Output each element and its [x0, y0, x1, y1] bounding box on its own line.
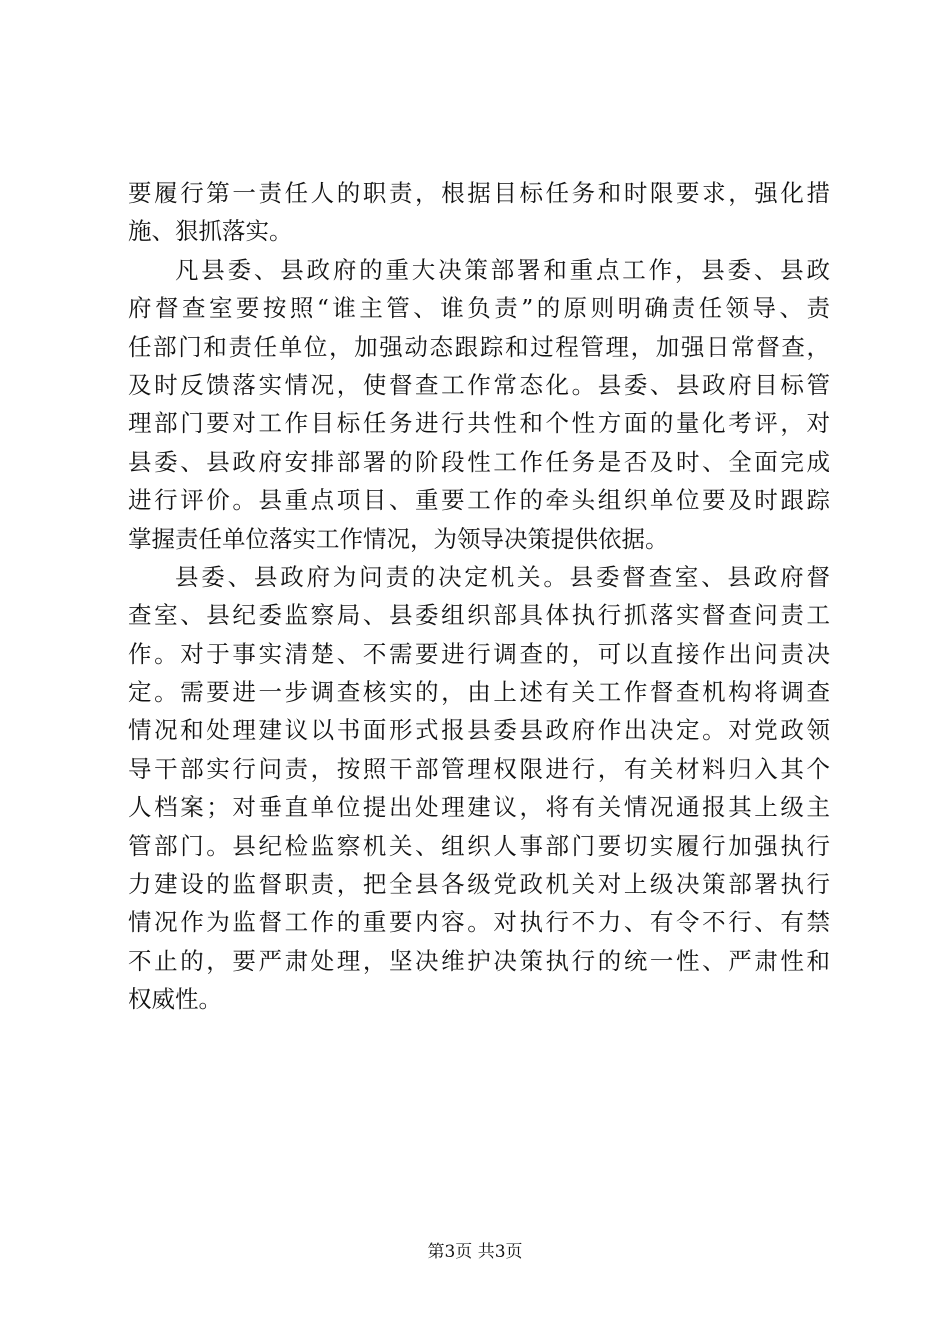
text-line: 任部门和责任单位，加强动态跟踪和过程管理，加强日常督查，	[128, 332, 830, 361]
text-line: 要履行第一责任人的职责，根据目标任务和时限要求，强化措	[128, 179, 830, 207]
text-line: 情况和处理建议以书面形式报县委县政府作出决定。对党政领	[128, 716, 830, 745]
text-line: 掌握责任单位落实工作情况，为领导决策提供依据。	[128, 524, 669, 553]
text-line: 作。对于事实清楚、不需要进行调查的，可以直接作出问责决	[128, 639, 830, 668]
text-line: 不止的，要严肃处理，坚决维护决策执行的统一性、严肃性和	[128, 946, 830, 975]
text-line: 导干部实行问责，按照干部管理权限进行，有关材料归入其个	[128, 754, 830, 783]
document-body	[128, 174, 830, 1019]
text-line: 情况作为监督工作的重要内容。对执行不力、有令不行、有禁	[128, 908, 830, 937]
page-number-footer: 第3页 共3页	[427, 1242, 523, 1262]
text-line: 力建设的监督职责，把全县各级党政机关对上级决策部署执行	[128, 870, 830, 899]
text-line: 县委、县政府安排部署的阶段性工作任务是否及时、全面完成	[128, 447, 830, 476]
text-line: 理部门要对工作目标任务进行共性和个性方面的量化考评，对	[128, 409, 830, 438]
text-line: 府督查室要按照“谁主管、谁负责”的原则明确责任领导、责	[128, 294, 830, 323]
text-line: 进行评价。县重点项目、重要工作的牵头组织单位要及时跟踪	[128, 486, 830, 515]
text-line: 定。需要进一步调查核实的，由上述有关工作督查机构将调查	[128, 678, 830, 707]
text-line: 县委、县政府为问责的决定机关。县委督查室、县政府督	[175, 562, 830, 591]
text-line: 管部门。县纪检监察机关、组织人事部门要切实履行加强执行	[128, 831, 830, 860]
text-line: 及时反馈落实情况，使督查工作常态化。县委、县政府目标管	[128, 370, 830, 399]
text-line: 凡县委、县政府的重大决策部署和重点工作，县委、县政	[175, 255, 830, 284]
text-line: 权威性。	[128, 985, 222, 1014]
text-line: 查室、县纪委监察局、县委组织部具体执行抓落实督查问责工	[128, 601, 830, 630]
text-line: 人档案；对垂直单位提出处理建议，将有关情况通报其上级主	[128, 793, 830, 822]
text-line: 施、狠抓落实。	[128, 217, 293, 246]
